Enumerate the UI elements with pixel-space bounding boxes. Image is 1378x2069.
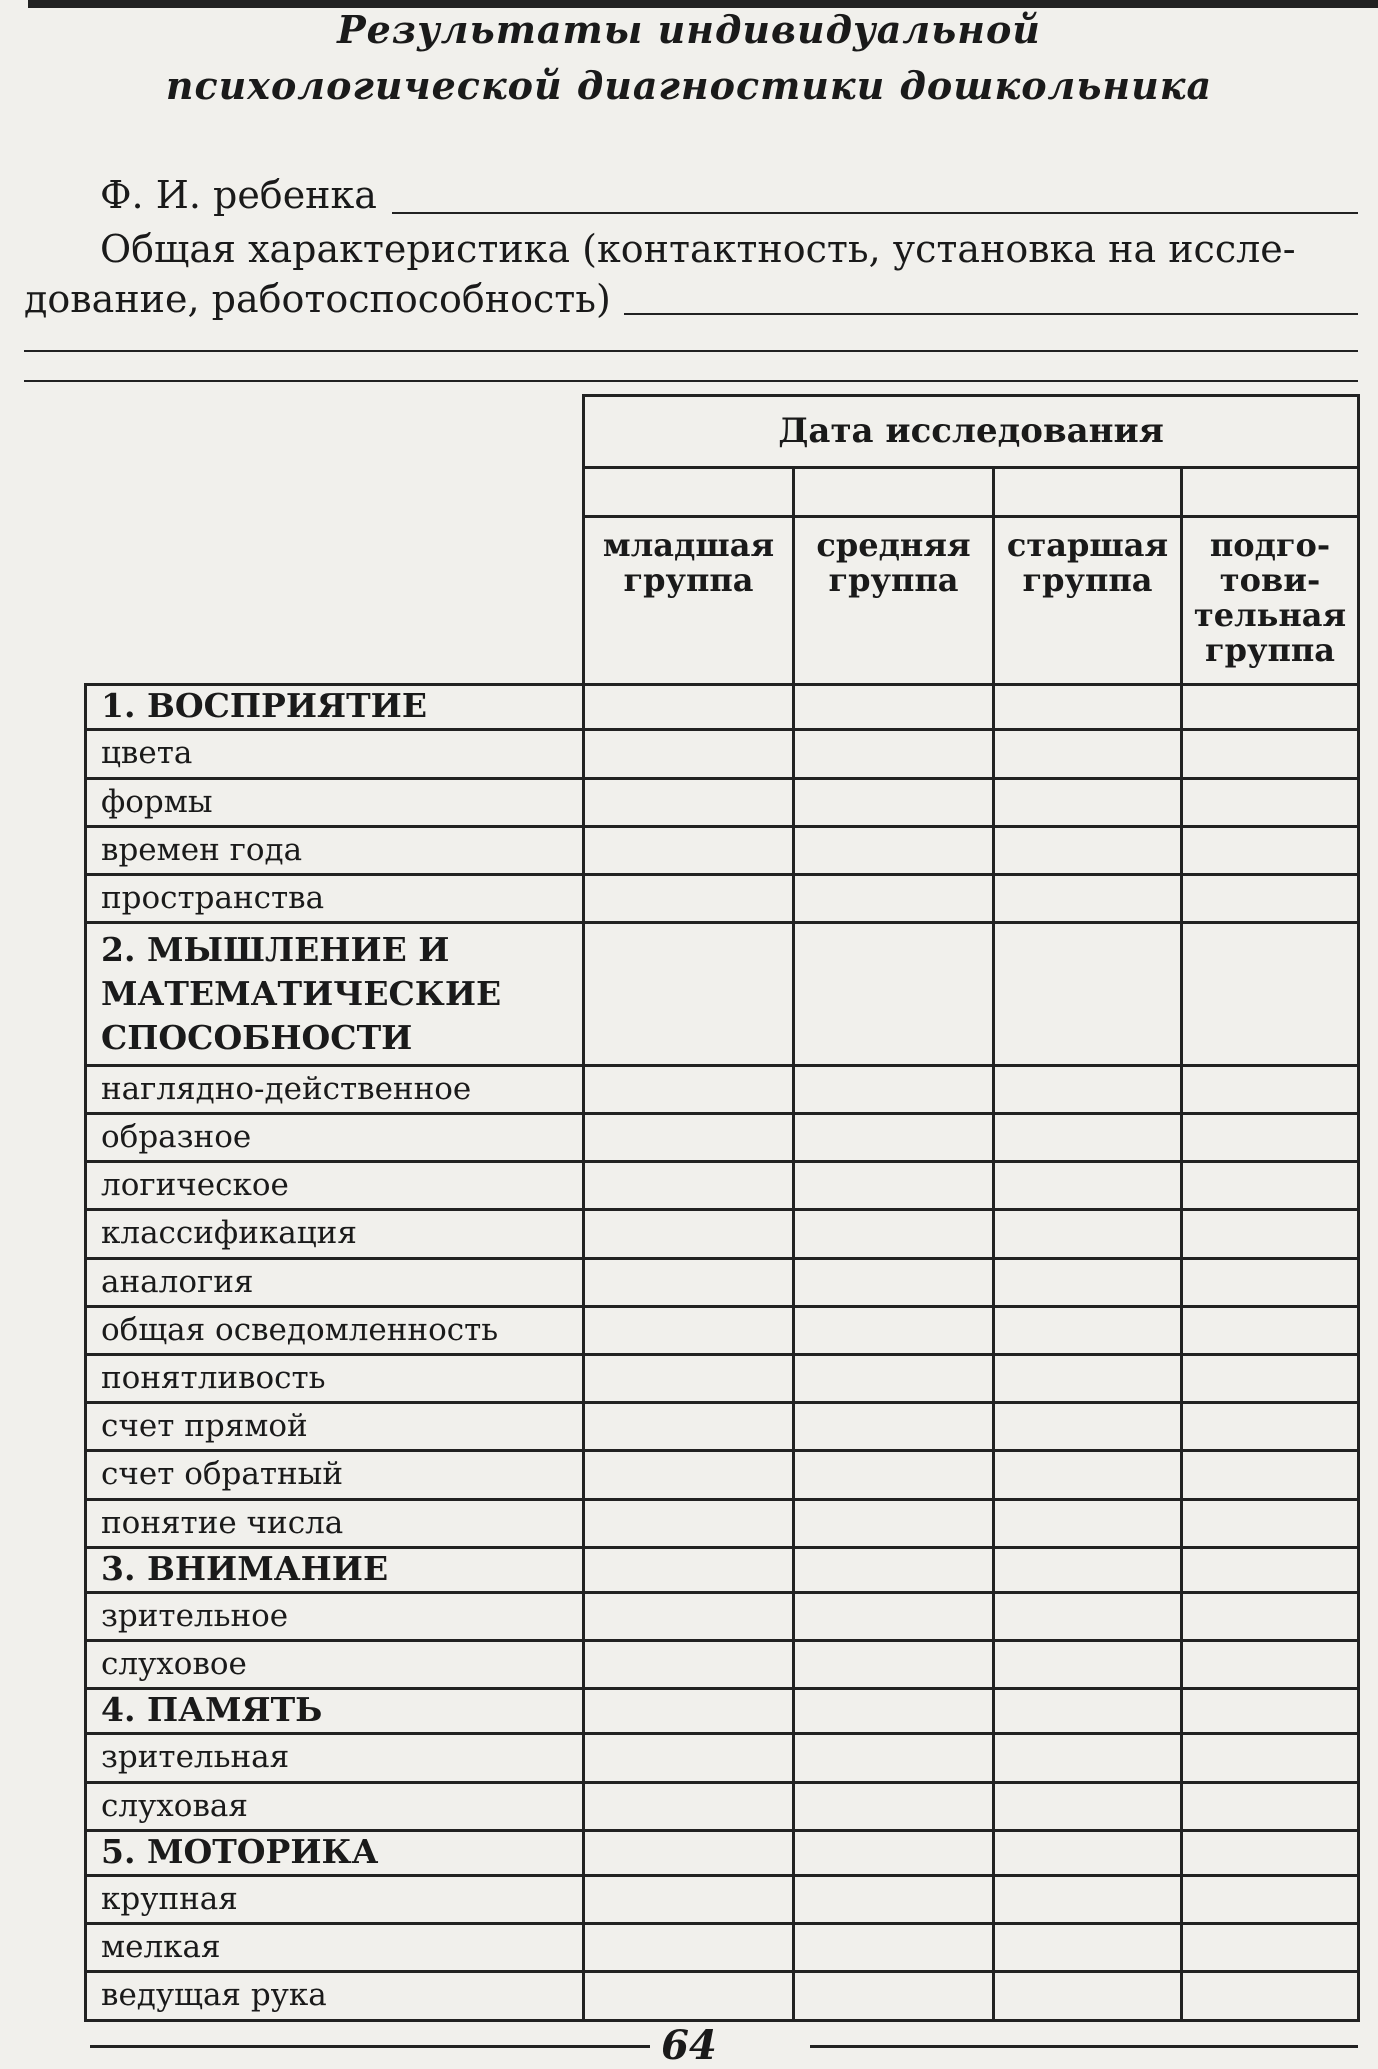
result-cell[interactable] [794, 1547, 994, 1592]
row-label: общая осведомленность [86, 1306, 584, 1354]
result-cell[interactable] [994, 685, 1182, 730]
table-row [86, 1972, 1359, 2021]
row-label: слуховое [86, 1641, 584, 1689]
result-cell[interactable] [584, 875, 794, 923]
result-cell[interactable] [994, 1162, 1182, 1210]
result-cell[interactable] [584, 1641, 794, 1689]
row-label: классификация [86, 1210, 584, 1258]
result-cell[interactable] [1182, 730, 1359, 778]
row-label: счет обратный [86, 1451, 584, 1499]
row-label: аналогия [86, 1258, 584, 1306]
result-cell[interactable] [794, 875, 994, 923]
result-cell[interactable] [584, 1114, 794, 1162]
result-cell[interactable] [794, 1924, 994, 1972]
table-row [86, 1782, 1359, 1830]
result-cell[interactable] [794, 826, 994, 874]
table-row [86, 1499, 1359, 1547]
table-row [86, 1451, 1359, 1499]
result-cell[interactable] [1182, 1830, 1359, 1875]
result-cell[interactable] [584, 1547, 794, 1592]
corner-blank-2 [86, 467, 584, 516]
result-cell[interactable] [584, 778, 794, 826]
general-characteristic-line-2: дование, работоспособность) [24, 277, 611, 321]
result-cell[interactable] [994, 875, 1182, 923]
result-cell[interactable] [794, 1830, 994, 1875]
result-cell[interactable] [1182, 778, 1359, 826]
result-cell[interactable] [1182, 1734, 1359, 1782]
table-row [86, 1924, 1359, 1972]
result-cell[interactable] [794, 1592, 994, 1640]
result-cell[interactable] [994, 778, 1182, 826]
result-cell[interactable] [794, 1403, 994, 1451]
result-cell[interactable] [994, 1403, 1182, 1451]
row-label: формы [86, 778, 584, 826]
result-cell[interactable] [794, 1065, 994, 1113]
result-cell[interactable] [994, 1547, 1182, 1592]
result-cell[interactable] [994, 1306, 1182, 1354]
corner-blank [86, 396, 584, 468]
result-cell[interactable] [584, 1451, 794, 1499]
result-cell[interactable] [994, 1734, 1182, 1782]
result-cell[interactable] [994, 1782, 1182, 1830]
result-cell[interactable] [1182, 1306, 1359, 1354]
result-cell[interactable] [794, 1258, 994, 1306]
table-row [86, 685, 1359, 730]
result-cell[interactable] [1182, 875, 1359, 923]
general-characteristic-line-1: Общая характеристика (контактность, установка на иссле- [100, 227, 1296, 271]
column-header-senior: старшая группа [994, 517, 1182, 685]
page-title [0, 2, 1378, 114]
date-cell[interactable] [794, 467, 994, 516]
row-label: зрительное [86, 1592, 584, 1640]
result-cell[interactable] [1182, 1972, 1359, 2021]
result-cell[interactable] [994, 1876, 1182, 1924]
section-label: 2. МЫШЛЕНИЕ И МАТЕМАТИЧЕСКИЕ СПОСОБНОСТИ [86, 923, 584, 1066]
result-cell[interactable] [1182, 1782, 1359, 1830]
table-row [86, 1210, 1359, 1258]
result-cell[interactable] [794, 1689, 994, 1734]
result-cell[interactable] [794, 923, 994, 1066]
result-cell[interactable] [584, 1972, 794, 2021]
result-cell[interactable] [1182, 1641, 1359, 1689]
corner-blank-3 [86, 517, 584, 685]
table-row [86, 1162, 1359, 1210]
table-row [86, 1258, 1359, 1306]
result-cell[interactable] [584, 1258, 794, 1306]
result-cell[interactable] [584, 1499, 794, 1547]
result-cell[interactable] [1182, 1689, 1359, 1734]
result-cell[interactable] [794, 1876, 994, 1924]
result-cell[interactable] [584, 685, 794, 730]
result-cell[interactable] [1182, 1499, 1359, 1547]
result-cell[interactable] [584, 1876, 794, 1924]
section-label: 1. ВОСПРИЯТИЕ [86, 685, 584, 730]
general-characteristic-blank[interactable] [624, 313, 1358, 315]
result-cell[interactable] [794, 1355, 994, 1403]
table-row [86, 875, 1359, 923]
result-cell[interactable] [584, 1592, 794, 1640]
result-cell[interactable] [794, 685, 994, 730]
row-label: зрительная [86, 1734, 584, 1782]
result-cell[interactable] [584, 1734, 794, 1782]
section-label: 5. МОТОРИКА [86, 1830, 584, 1875]
date-cell[interactable] [584, 467, 794, 516]
result-cell[interactable] [994, 1592, 1182, 1640]
child-name-blank[interactable] [392, 212, 1358, 214]
date-header: Дата исследования [584, 396, 1359, 468]
result-cell[interactable] [794, 1210, 994, 1258]
row-label: времен года [86, 826, 584, 874]
table-row [86, 1403, 1359, 1451]
result-cell[interactable] [1182, 923, 1359, 1066]
result-cell[interactable] [1182, 1924, 1359, 1972]
result-cell[interactable] [584, 1689, 794, 1734]
row-label: пространства [86, 875, 584, 923]
table-row [86, 1830, 1359, 1875]
row-label: слуховая [86, 1782, 584, 1830]
result-cell[interactable] [1182, 1162, 1359, 1210]
title-line-2: психологической диагностики дошкольника [165, 63, 1213, 108]
result-cell[interactable] [584, 1830, 794, 1875]
result-cell[interactable] [584, 730, 794, 778]
result-cell[interactable] [794, 1972, 994, 2021]
table-row [86, 923, 1359, 1066]
result-cell[interactable] [584, 1782, 794, 1830]
result-cell[interactable] [994, 1830, 1182, 1875]
result-cell[interactable] [584, 923, 794, 1066]
table-row [86, 1306, 1359, 1354]
result-cell[interactable] [1182, 1403, 1359, 1451]
result-cell[interactable] [1182, 1876, 1359, 1924]
result-cell[interactable] [1182, 826, 1359, 874]
row-label: крупная [86, 1876, 584, 1924]
table-row [86, 1355, 1359, 1403]
column-header-preparatory: подго- тови- тельная группа [1182, 517, 1359, 685]
result-cell[interactable] [794, 1782, 994, 1830]
result-cell[interactable] [584, 1065, 794, 1113]
result-cell[interactable] [794, 1306, 994, 1354]
result-cell[interactable] [1182, 1114, 1359, 1162]
row-label: образное [86, 1114, 584, 1162]
column-header-junior: младшая группа [584, 517, 794, 685]
result-cell[interactable] [794, 1162, 994, 1210]
result-cell[interactable] [794, 730, 994, 778]
result-cell[interactable] [1182, 1258, 1359, 1306]
footer-rule-right [810, 2045, 1358, 2048]
result-cell[interactable] [1182, 1065, 1359, 1113]
result-cell[interactable] [1182, 685, 1359, 730]
table-row [86, 1641, 1359, 1689]
result-cell[interactable] [1182, 1451, 1359, 1499]
row-label: счет прямой [86, 1403, 584, 1451]
general-characteristic-blank-2[interactable] [24, 350, 1358, 352]
column-header-middle: средняя группа [794, 517, 994, 685]
result-cell[interactable] [1182, 1210, 1359, 1258]
result-cell[interactable] [994, 923, 1182, 1066]
table-row [86, 1876, 1359, 1924]
row-label: цвета [86, 730, 584, 778]
section-label: 4. ПАМЯТЬ [86, 1689, 584, 1734]
result-cell[interactable] [794, 1114, 994, 1162]
result-cell[interactable] [994, 1451, 1182, 1499]
page-number: 64 [661, 2022, 717, 2069]
result-cell[interactable] [994, 1499, 1182, 1547]
result-cell[interactable] [994, 1258, 1182, 1306]
date-cell[interactable] [994, 467, 1182, 516]
table-row [86, 778, 1359, 826]
result-cell[interactable] [1182, 1547, 1359, 1592]
result-cell[interactable] [994, 1065, 1182, 1113]
result-cell[interactable] [1182, 1355, 1359, 1403]
result-cell[interactable] [994, 1114, 1182, 1162]
result-cell[interactable] [584, 1306, 794, 1354]
result-cell[interactable] [794, 1451, 994, 1499]
diagnostics-table [84, 394, 1360, 2022]
table-row [86, 826, 1359, 874]
table-row [86, 1547, 1359, 1592]
title-line-1: Результаты индивидуальной [337, 7, 1041, 52]
general-characteristic-blank-3[interactable] [24, 380, 1358, 382]
result-cell[interactable] [994, 1210, 1182, 1258]
result-cell[interactable] [1182, 1592, 1359, 1640]
table-row [86, 1592, 1359, 1640]
row-label: понятливость [86, 1355, 584, 1403]
result-cell[interactable] [794, 1499, 994, 1547]
table-row [86, 1734, 1359, 1782]
result-cell[interactable] [584, 1924, 794, 1972]
result-cell[interactable] [794, 778, 994, 826]
table-row [86, 1114, 1359, 1162]
result-cell[interactable] [584, 1355, 794, 1403]
row-label: мелкая [86, 1924, 584, 1972]
result-cell[interactable] [994, 1924, 1182, 1972]
table-row [86, 1689, 1359, 1734]
row-label: ведущая рука [86, 1972, 584, 2021]
result-cell[interactable] [994, 730, 1182, 778]
result-cell[interactable] [584, 1403, 794, 1451]
child-name-label: Ф. И. ребенка [100, 173, 377, 217]
table-row [86, 730, 1359, 778]
result-cell[interactable] [994, 1689, 1182, 1734]
table-row [86, 1065, 1359, 1113]
row-label: понятие числа [86, 1499, 584, 1547]
row-label: наглядно-действенное [86, 1065, 584, 1113]
result-cell[interactable] [994, 1355, 1182, 1403]
result-cell[interactable] [584, 826, 794, 874]
result-cell[interactable] [794, 1734, 994, 1782]
section-label: 3. ВНИМАНИЕ [86, 1547, 584, 1592]
date-cell[interactable] [1182, 467, 1359, 516]
result-cell[interactable] [994, 826, 1182, 874]
row-label: логическое [86, 1162, 584, 1210]
result-cell[interactable] [584, 1162, 794, 1210]
result-cell[interactable] [794, 1641, 994, 1689]
result-cell[interactable] [994, 1972, 1182, 2021]
result-cell[interactable] [584, 1210, 794, 1258]
result-cell[interactable] [994, 1641, 1182, 1689]
